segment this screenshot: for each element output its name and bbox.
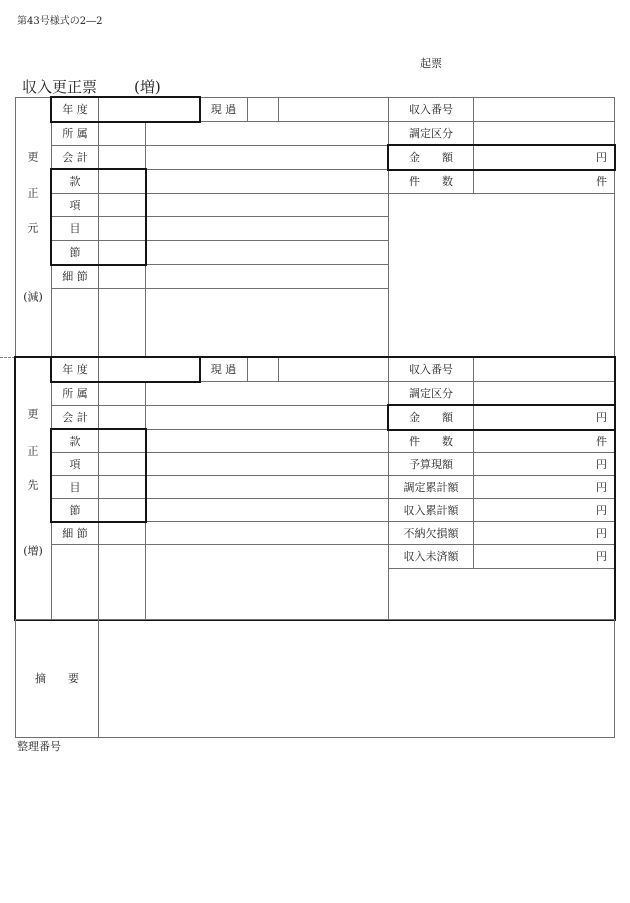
source-moku-name — [145, 216, 389, 241]
source-amount-label: 金 額 — [388, 145, 474, 170]
source-department-label: 所 属 — [51, 121, 99, 146]
source-row1-blank — [278, 97, 389, 122]
source-blank-label-cell — [51, 288, 99, 358]
source-amount-unit: 円 — [473, 145, 615, 170]
target-sub-item-label: 細 節 — [51, 521, 99, 545]
target-moku-label: 目 — [51, 475, 99, 499]
source-department-name — [145, 121, 389, 146]
target-fiscal-year-label: 年 度 — [51, 357, 99, 382]
summary-value — [98, 619, 615, 738]
source-side-char: 更 — [27, 150, 39, 164]
target-kan-label: 款 — [51, 429, 99, 453]
target-uncollectible-label: 不納欠損額 — [388, 521, 474, 545]
form-title: 収入更正票 — [22, 78, 98, 96]
target-assessed-total-label: 調定累計額 — [388, 475, 474, 499]
reference-number-label: 整理番号 — [17, 740, 61, 753]
target-section-frame — [14, 356, 616, 621]
source-budget-codes-frame — [50, 168, 147, 266]
summary-label: 摘 要 — [15, 619, 99, 738]
source-blank-name-cell — [145, 288, 389, 358]
target-budget-amount-unit: 円 — [473, 452, 615, 476]
target-amount-unit: 円 — [473, 405, 615, 430]
target-count-label: 件 数 — [388, 429, 474, 453]
source-count-unit: 件 — [473, 169, 615, 194]
source-right-blank — [388, 193, 615, 358]
fold-mark — [0, 357, 15, 358]
target-account-label: 会 計 — [51, 405, 99, 430]
source-blank-code-cell — [98, 288, 146, 358]
target-side-char: 正 — [27, 444, 39, 458]
source-account-code — [98, 145, 146, 170]
source-fiscal-year-frame — [50, 96, 201, 123]
source-amount-frame — [387, 144, 616, 171]
issue-label: 起票 — [420, 57, 442, 70]
source-sub-item-code — [98, 264, 146, 289]
source-setsu-name — [145, 240, 389, 265]
source-account-label: 会 計 — [51, 145, 99, 170]
target-amount-label: 金 額 — [388, 405, 474, 430]
source-count-label: 件 数 — [388, 169, 474, 194]
target-side-note: (増) — [23, 544, 43, 558]
target-side-char: 更 — [27, 407, 39, 421]
target-outstanding-label: 収入未済額 — [388, 544, 474, 569]
target-received-total-unit: 円 — [473, 498, 615, 522]
target-side-char: 先 — [27, 478, 39, 492]
source-current-prior-label: 現 過 — [199, 97, 248, 122]
form-number: 第43号様式の2―2 — [17, 16, 103, 27]
source-receipt-number-label: 収入番号 — [388, 97, 474, 122]
source-kou-label: 項 — [51, 193, 99, 217]
source-kan-name — [145, 169, 389, 194]
source-receipt-number-value — [473, 97, 615, 122]
source-department-code — [98, 121, 146, 146]
source-kou-name — [145, 193, 389, 217]
source-setsu-label: 節 — [51, 240, 99, 265]
target-assessment-class-label: 調定区分 — [388, 381, 474, 406]
target-outstanding-unit: 円 — [473, 544, 615, 569]
target-department-label: 所 属 — [51, 381, 99, 406]
target-setsu-label: 節 — [51, 498, 99, 522]
source-kan-label: 款 — [51, 169, 99, 194]
target-assessed-total-unit: 円 — [473, 475, 615, 499]
source-assessment-class-label: 調定区分 — [388, 121, 474, 146]
source-fiscal-year-label: 年 度 — [51, 97, 99, 122]
target-receipt-number-label: 収入番号 — [388, 357, 474, 382]
target-budget-amount-label: 予算現額 — [388, 452, 474, 476]
source-account-name — [145, 145, 389, 170]
target-kou-label: 項 — [51, 452, 99, 476]
source-sub-item-name — [145, 264, 389, 289]
source-side-char: 正 — [27, 186, 39, 200]
source-side-char: 元 — [27, 221, 39, 235]
form-title-suffix: (増) — [134, 78, 161, 96]
target-count-unit: 件 — [473, 429, 615, 453]
source-side-note: (減) — [23, 290, 43, 304]
target-received-total-label: 収入累計額 — [388, 498, 474, 522]
source-assessment-class-value — [473, 121, 615, 146]
source-moku-label: 目 — [51, 216, 99, 241]
target-current-prior-label: 現 過 — [199, 357, 248, 382]
target-uncollectible-unit: 円 — [473, 521, 615, 545]
source-sub-item-label: 細 節 — [51, 264, 99, 289]
source-current-prior-mark — [247, 97, 279, 122]
